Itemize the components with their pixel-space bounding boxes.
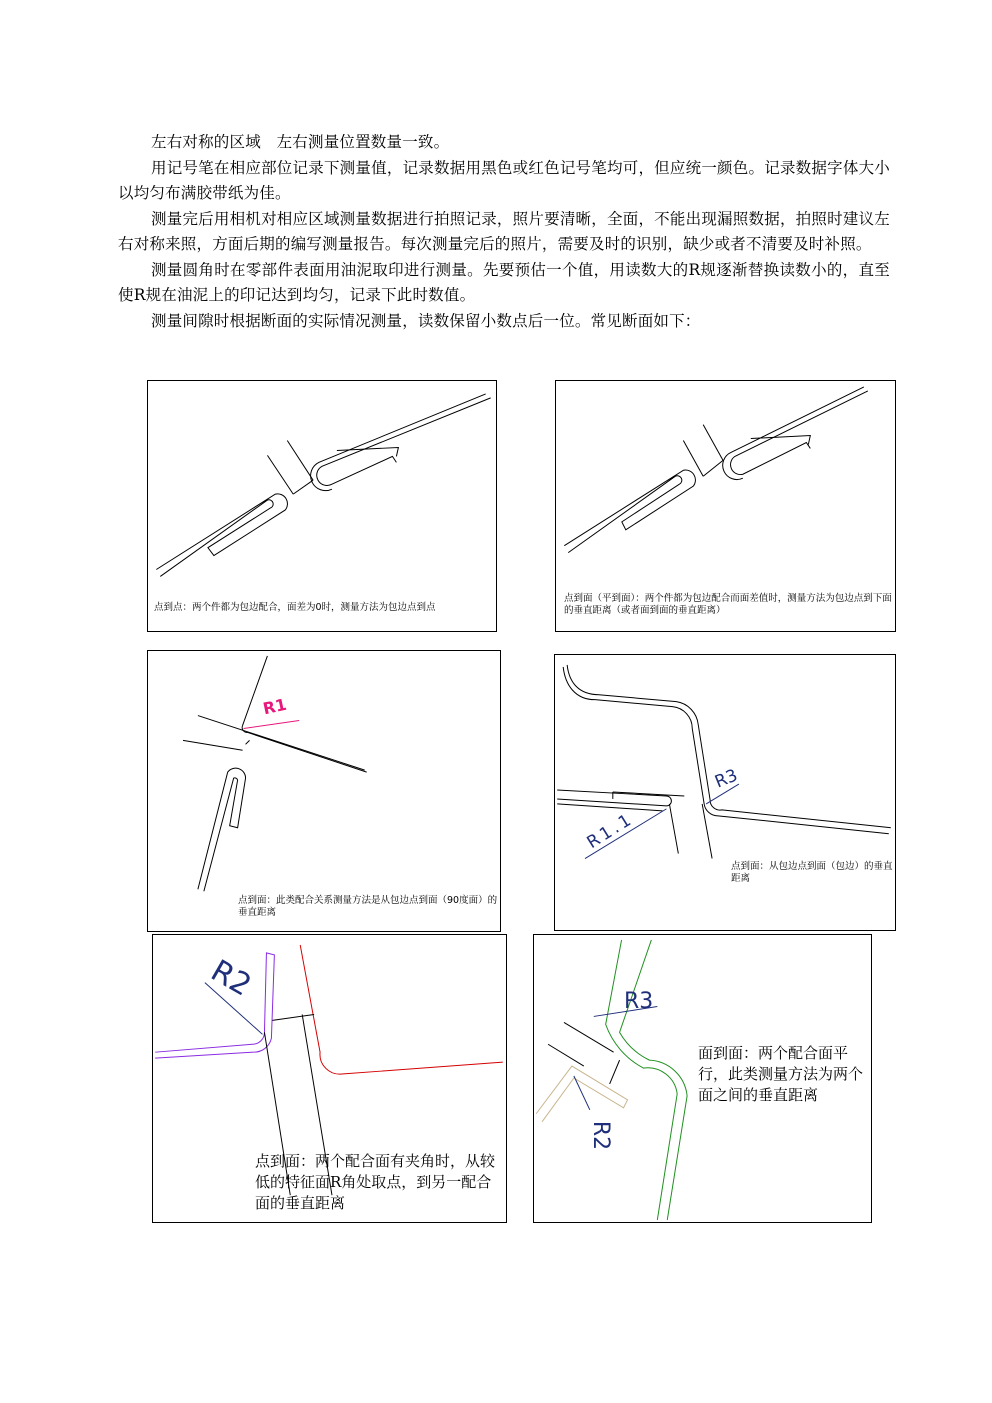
radius-label-r2-face: R2	[588, 1120, 614, 1151]
hem-section-diagram	[148, 381, 496, 631]
radius-label-r1-1: R1.1	[583, 809, 638, 853]
figure-point-to-hem-face	[554, 654, 896, 931]
radius-label-r3: R3	[712, 765, 741, 793]
figure-point-to-90deg-face	[147, 650, 501, 932]
paragraph-5: 测量间隙时根据断面的实际情况测量，读数保留小数点后一位。常见断面如下：	[151, 311, 701, 330]
radius-label-r3-face: R3	[624, 989, 654, 1014]
paragraph-4: 测量圆角时在零部件表面用油泥取印进行测量。先要预估一个值，用读数大的R规逐渐替换读数小的，直至使R规在油泥上的印记达到均匀，记录下此时数值。	[118, 260, 890, 304]
paragraph-1: 左右对称的区域 左右测量位置数量一致。	[151, 133, 450, 151]
radius-label-r1: R1	[261, 694, 289, 719]
figure-face-to-face	[533, 934, 872, 1223]
figure-1-caption: 点到点：两个件都为包边配合，面差为0时，测量方法为包边点到点	[154, 602, 436, 613]
paragraph-3: 测量完后用相机对相应区域测量数据进行拍照记录，照片要清晰，全面，不能出现漏照数据，拍照时建议左右对称来照，方面后期的编写测量报告。每次测量完后的照片，需要及时的识别，缺少或者不清要及时补照。	[118, 209, 890, 253]
radius-label-r2: R2	[204, 953, 258, 1004]
figure-2-caption: 点到面（平到面）：两个件都为包边配合而面差值时，测量方法为包边点到下面的垂直距离（或者面到面的垂直距离）	[564, 593, 892, 616]
right-angle-section-diagram	[148, 651, 500, 931]
paragraph-2: 用记号笔在相应部位记录下测量值，记录数据用黑色或红色记号笔均可，但应统一颜色。记录数据字体大小以均匀布满胶带纸为佳。	[118, 158, 890, 202]
figure-point-to-point	[147, 380, 497, 632]
figure-4-caption: 点到面：从包边点到面（包边）的垂直距离	[731, 861, 893, 884]
figure-5-caption: 点到面：两个配合面有夹角时，从较低的特征面R角处取点，到另一配合面的垂直距离	[255, 1152, 496, 1212]
body-text	[118, 130, 890, 334]
figure-3-caption: 点到面：此类配合关系测量方法是从包边点到面（90度面）的垂直距离	[238, 895, 498, 918]
figure-point-to-face	[555, 380, 896, 632]
figure-6-caption: 面到面：两个配合面平行，此类测量方法为两个面之间的垂直距离	[698, 1044, 864, 1104]
bent-panel-section-diagram	[555, 655, 895, 930]
figure-angled-faces	[152, 934, 507, 1223]
